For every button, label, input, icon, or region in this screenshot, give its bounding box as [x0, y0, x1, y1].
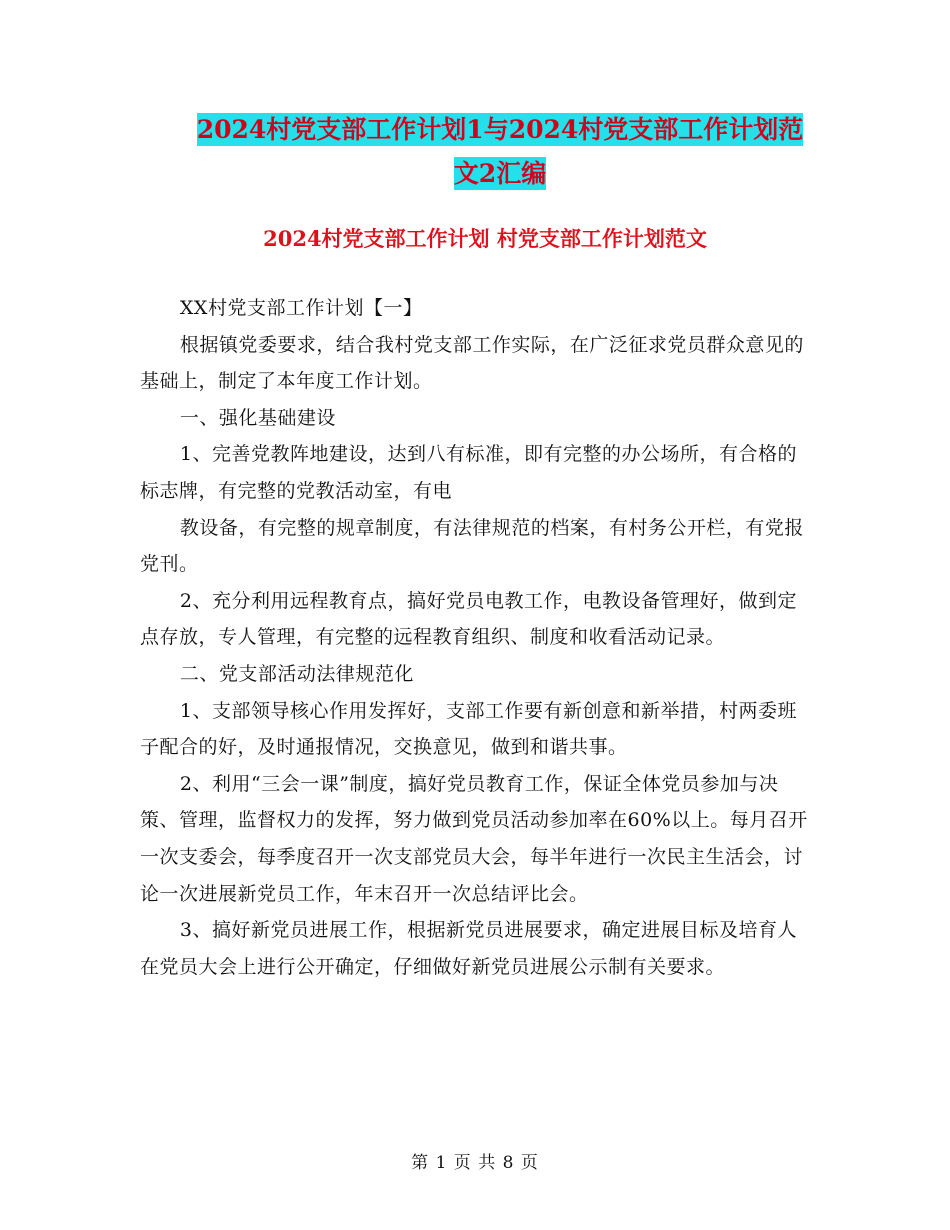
paragraph: 1、支部领导核心作用发挥好，支部工作要有新创意和新举措，村两委班子配合的好，及时通报情况，交换意见，做到和谐共事。: [140, 699, 797, 759]
page-number-footer: 第 1 页 共 8 页: [411, 1153, 539, 1173]
paragraph: 3、搞好新党员进展工作，根据新党员进展要求，确定进展目标及培育人在党员大会上进行公开确定，仔细做好新党员进展公示制有关要求。: [140, 919, 797, 978]
document-subtitle: 2024村党支部工作计划 村党支部工作计划范文: [263, 226, 707, 251]
document-title: [140, 108, 860, 196]
paragraph: 2、利用“三会一课”制度，搞好党员教育工作，保证全体党员参加与决策、管理，监督权力的发挥，努力做到党员活动参加率在60%以上。每月召开一次支委会，每季度召开一次支部党员大会，每半年进行一次民主生活会，讨论一次进展新党员工作，年末召开一次总结评比会。: [140, 772, 808, 905]
document-title-line-1: 2024村党支部工作计划1与2024村党支部工作计划范: [196, 115, 804, 144]
section-heading: 一、强化基础建设: [179, 406, 336, 429]
section-heading: 二、党支部活动法律规范化: [179, 662, 414, 685]
paragraph: 2、充分利用远程教育点，搞好党员电教工作，电教设备管理好，做到定点存放，专人管理，有完整的远程教育组织、制度和收看活动记录。: [140, 589, 797, 649]
document-title-line-2: 文2汇编: [453, 159, 547, 188]
paragraph: 根据镇党委要求，结合我村党支部工作实际，在广泛征求党员群众意见的基础上，制定了本年度工作计划。: [140, 333, 804, 393]
paragraph: 1、完善党教阵地建设，达到八有标准，即有完整的办公场所，有合格的标志牌，有完整的党教活动室，有电: [140, 443, 797, 502]
document-body: [140, 290, 816, 985]
paragraph: 教设备，有完整的规章制度，有法律规范的档案，有村务公开栏，有党报党刊。: [140, 516, 804, 576]
paragraph: XX村党支部工作计划【一】: [179, 297, 423, 319]
